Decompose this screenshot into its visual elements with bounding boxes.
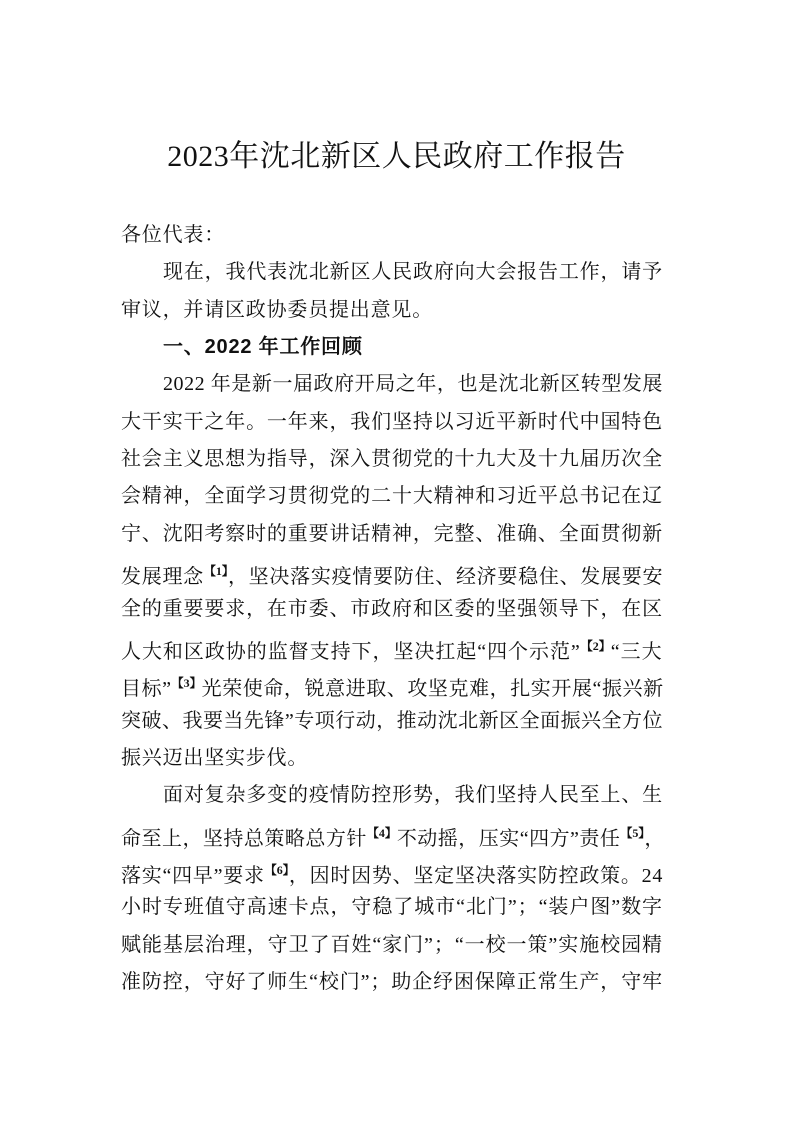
footnote-ref: 【4】 — [366, 825, 397, 840]
text-line — [121, 633, 663, 665]
text-line — [121, 670, 664, 702]
text-segment: ，因时因势、坚定坚决落实防控政策。24 — [288, 864, 664, 887]
text-segment: 面对复杂多变的疫情防控形势，我们坚持人民至上、生 — [163, 784, 663, 807]
footnote-ref: 【1】 — [203, 564, 228, 579]
footnote-ref: 【5】 — [620, 825, 645, 840]
text-segment: 不动摇，压实“四方”责任 — [396, 827, 621, 850]
footnote-ref: 【2】 — [580, 638, 611, 653]
footnote-ref: 【3】 — [171, 676, 202, 691]
text-line — [121, 558, 663, 590]
text-segment: 会精神，全面学习贯彻党的二十大精神和习近平总书记在辽 — [121, 485, 663, 508]
text-segment: 落实“四早”要求 — [121, 864, 265, 887]
text-segment: 审议，并请区政协委员提出意见。 — [121, 298, 433, 321]
text-segment: 振兴迈出坚实步伐。 — [121, 746, 309, 769]
text-line — [121, 483, 663, 509]
text-line — [121, 259, 663, 285]
text-segment: 小时专班值守高速卡点，守稳了城市“北门”；“装户图”数字 — [121, 896, 663, 919]
text-segment: 各位代表： — [121, 224, 225, 246]
text-segment: 宁、沈阳考察时的重要讲话精神，完整、准确、全面贯彻新 — [121, 522, 663, 545]
text-line — [121, 782, 663, 808]
text-line — [121, 297, 433, 323]
text-line — [121, 857, 663, 889]
text-segment: 目标” — [121, 678, 172, 701]
text-line — [121, 820, 665, 852]
text-segment: 突破、我要当先锋”专项行动，推动沈北新区全面振兴全方位 — [121, 709, 663, 732]
text-segment: 大干实干之年。一年来，我们坚持以习近平新时代中国特色 — [121, 410, 663, 433]
text-segment: 人大和区政协的监督支持下，坚决扛起“四个示范” — [121, 640, 581, 663]
text-segment: 2022 年是新一届政府开局之年，也是沈北新区转型发展 — [163, 373, 663, 396]
text-line — [121, 894, 663, 920]
text-segment: 一、2022 年工作回顾 — [163, 336, 363, 359]
text-segment: 现在，我代表沈北新区人民政府向大会报告工作，请予 — [163, 261, 663, 284]
text-line — [121, 969, 663, 995]
text-line — [121, 371, 663, 397]
text-segment: 命至上，坚持总策略总方针 — [121, 827, 367, 850]
text-line — [121, 596, 663, 622]
page-title: 2023年沈北新区人民政府工作报告 — [167, 140, 626, 173]
text-segment: 发展理念 — [121, 566, 204, 589]
text-segment: 准防控，守好了师生“校门”；助企纾困保障正常生产，守牢 — [121, 971, 663, 993]
text-segment: ，坚决落实疫情要防住、经济要稳住、发展要安 — [227, 566, 664, 589]
text-segment: 赋能基层治理，守卫了百姓“家门”；“一校一策”实施校园精 — [121, 933, 663, 956]
text-line — [121, 745, 308, 771]
text-segment: “三大 — [610, 640, 663, 663]
text-segment: 光荣使命，锐意进取、攻坚克难，扎实开展“振兴新 — [201, 678, 664, 701]
footnote-ref: 【6】 — [264, 862, 289, 877]
text-segment: 社会主义思想为指导，深入贯彻党的十九大及十九届历次全 — [121, 448, 663, 471]
text-line — [121, 409, 663, 435]
text-line — [121, 222, 225, 248]
text-line — [121, 708, 663, 734]
section-heading — [121, 334, 363, 360]
text-line — [121, 932, 663, 958]
text-line — [121, 521, 663, 547]
text-segment: ， — [644, 827, 665, 850]
text-segment: 全的重要要求，在市委、市政府和区委的坚强领导下，在区 — [121, 597, 663, 620]
text-line — [121, 446, 663, 472]
